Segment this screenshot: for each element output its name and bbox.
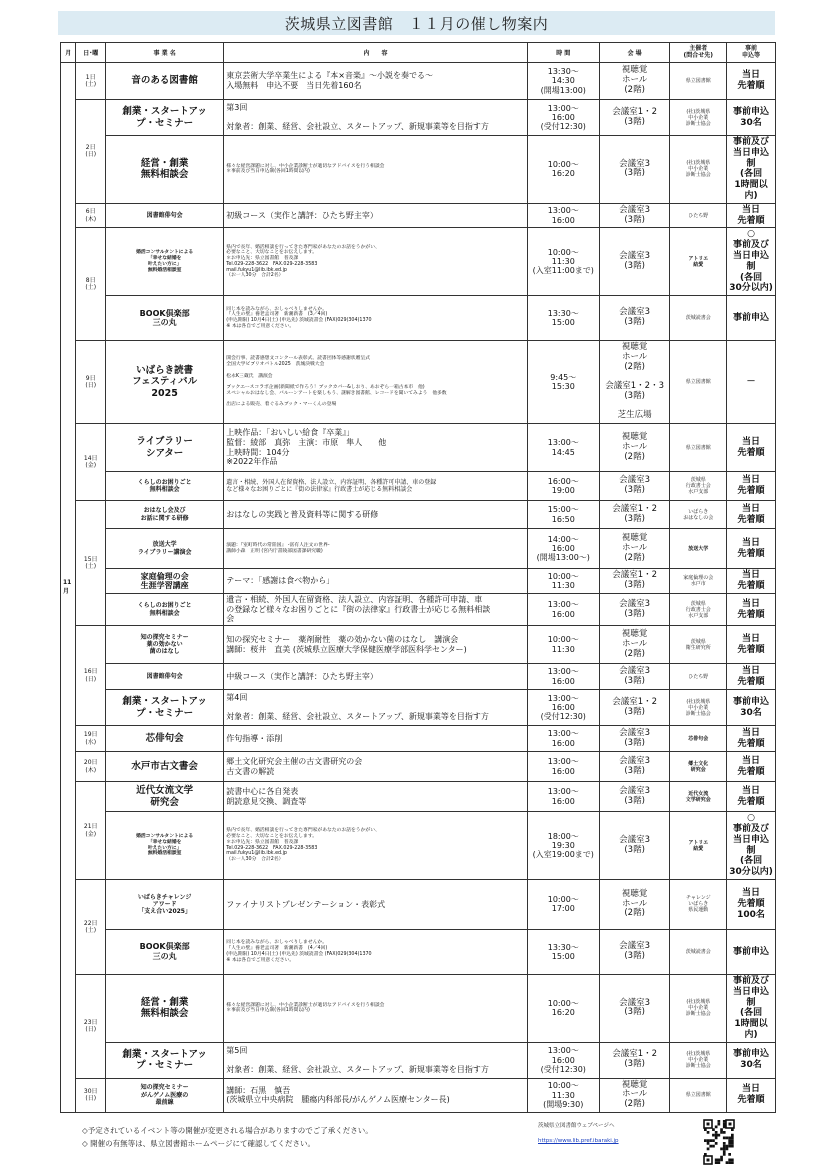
event-row	[61, 203, 776, 228]
event-time: 13:00～ 16:00	[527, 594, 599, 626]
event-venue: 会議室3 (3階)	[599, 726, 670, 752]
event-name: BOOK倶楽部 三の丸	[105, 929, 223, 974]
event-row	[61, 100, 776, 136]
event-organizer: ひたち野	[670, 203, 727, 228]
event-row	[61, 812, 776, 880]
event-row	[61, 929, 776, 974]
event-venue: 会議室1・2 (3階)	[599, 569, 670, 594]
event-time: 14:00～ 16:00 (開場13:00～)	[527, 529, 599, 569]
title-text: 茨城県立図書館 １１月の催し物案内	[284, 14, 549, 33]
event-apply: 事前及び当日申込制 (各回 1時間以内)	[727, 974, 776, 1042]
event-time: 9:45～ 15:30	[527, 341, 599, 424]
event-content: 様々な経営課題に対し、中小企業診断士が適切なアドバイスを行う相談会 ＊事前及び当日申込制(各回1時間以内)	[224, 136, 527, 204]
event-row	[61, 1078, 776, 1112]
event-row	[61, 1042, 776, 1078]
day-cell: 6日 (木)	[76, 203, 106, 228]
header-day: 日･曜	[76, 43, 106, 63]
event-name: ライブラリー シアター	[105, 424, 223, 472]
event-name: 経営・創業 無料相談会	[105, 974, 223, 1042]
event-organizer: 家庭倫理の会 水戸市	[670, 569, 727, 594]
event-row	[61, 296, 776, 341]
event-content: 同じ本を読みながら、おしゃべりしませんか。 『人生の壁』養老孟司著 新潮新書 (3／4回) (申込期限) 10月4日(土) (申込先) 茨城読書会 (FAX)029(304)1370 ※ 本は各自でご用意ください。	[224, 296, 527, 341]
event-apply: 当日 先着順	[727, 1078, 776, 1112]
event-name: 創業・スタートアッ プ・セミナー	[105, 1042, 223, 1078]
event-time: 13:00～ 16:00 (受付12:30)	[527, 690, 599, 726]
event-venue: 会議室3 (3階)	[599, 752, 670, 782]
event-organizer: 茨城読書会	[670, 929, 727, 974]
event-apply: ○ 事前及び当日申込制 (各回 30分以内)	[727, 228, 776, 296]
website-link[interactable]: https://www.lib.pref.ibaraki.jp	[538, 1138, 619, 1144]
event-apply: 当日 先着順	[727, 472, 776, 501]
day-cell: 30日 (日)	[76, 1078, 106, 1112]
event-apply: 当日 先着順	[727, 782, 776, 812]
event-row	[61, 782, 776, 812]
qr-code-icon	[703, 1119, 735, 1165]
event-venue: 視聴覚 ホール (2階)	[599, 529, 670, 569]
header-time: 時 間	[527, 43, 599, 63]
event-time: 10:00～ 11:30	[527, 569, 599, 594]
event-apply: 当日 先着順	[727, 63, 776, 100]
event-content: 演題：『室町時代の常陸国』 -富有人注文の世界- 講師小森 正明 (宮内庁書陵部図書課研究職)	[224, 529, 527, 569]
event-venue: 視聴覚 ホール (2階)	[599, 626, 670, 664]
event-time: 13:00～ 16:00	[527, 664, 599, 690]
event-row	[61, 594, 776, 626]
event-apply: 事前申込 30名	[727, 690, 776, 726]
header-row	[61, 43, 776, 63]
event-venue: 会議室3 (3階)	[599, 782, 670, 812]
header-content: 内 容	[224, 43, 527, 63]
event-content: 開会行事、読書感想文コンクール表彰式、読書団体等感謝状贈呈式 全国大学ビブリオバトル2025 茨城決戦大会 松永K三蔵氏 講演会 ブックエースコラボ企画(新聞紙で作ろう！ブックカバー&しおり、あおぞら一箱古本市 他) スペシャルおはなし会、バルーンアートを楽しもう、謎解き図書館、レコードを聞いてみよう 他多数 出店による販売、着ぐるみブック・マーくんの登場	[224, 341, 527, 424]
event-apply: －	[727, 341, 776, 424]
event-content: 第5回 対象者：創業、経営、会社設立、スタートアップ、新規事業等を目指す方	[224, 1042, 527, 1078]
event-time: 13:00～ 16:00	[527, 782, 599, 812]
event-time: 13:00～ 16:00	[527, 726, 599, 752]
footer-note-1: ◇予定されているイベント等の開催が変更される場合がありますのでご了承ください。	[82, 1126, 373, 1135]
event-organizer: 放送大学	[670, 529, 727, 569]
event-row	[61, 974, 776, 1042]
event-time: 13:00～ 16:00	[527, 752, 599, 782]
event-row	[61, 726, 776, 752]
event-name: 近代女流文学 研究会	[105, 782, 223, 812]
header-venue: 会 場	[599, 43, 670, 63]
event-name: 婚活コンサルタントによる 「幸せな結婚を 叶えたい方に」 無料婚活相談室	[105, 228, 223, 296]
event-apply: 当日 先着順	[727, 529, 776, 569]
event-content: 第4回 対象者：創業、経営、会社設立、スタートアップ、新規事業等を目指す方	[224, 690, 527, 726]
event-venue: 会議室3 (3階)	[599, 472, 670, 501]
event-apply: 当日 先着順	[727, 501, 776, 529]
event-apply: 当日 先着順	[727, 752, 776, 782]
event-venue: 会議室1・2 (3階)	[599, 100, 670, 136]
event-name: 婚活コンサルタントによる 「幸せな結婚を 叶えたい方に」 無料婚活相談室	[105, 812, 223, 880]
event-organizer: (社)茨城県 中小企業 診断士協会	[670, 974, 727, 1042]
event-apply: 事前申込 30名	[727, 1042, 776, 1078]
event-time: 15:00～ 16:50	[527, 501, 599, 529]
event-name: いばらきチャレンジ アワード 「支え合い2025」	[105, 879, 223, 929]
event-organizer: アトリエ 結愛	[670, 228, 727, 296]
event-name: くらしのお困りごと 無料相談会	[105, 472, 223, 501]
event-venue: 会議室3 (3階)	[599, 203, 670, 228]
event-venue: 会議室3 (3階)	[599, 136, 670, 204]
day-cell: 15日 (土)	[76, 501, 106, 626]
event-organizer: 県立図書館	[670, 63, 727, 100]
event-venue: 会議室3 (3階)	[599, 296, 670, 341]
event-organizer: アトリエ 結愛	[670, 812, 727, 880]
page-title	[58, 11, 775, 35]
event-organizer: (社)茨城県 中小企業 診断士協会	[670, 136, 727, 204]
event-name: 経営・創業 無料相談会	[105, 136, 223, 204]
event-row	[61, 341, 776, 424]
event-apply: 事前及び当日申込制 (各回 1時間以内)	[727, 136, 776, 204]
event-apply: ○ 事前及び当日申込制 (各回 30分以内)	[727, 812, 776, 880]
event-venue: 会議室3 (3階)	[599, 974, 670, 1042]
event-name: くらしのお困りごと 無料相談会	[105, 594, 223, 626]
event-venue: 視聴覚 ホール (2階)	[599, 879, 670, 929]
event-schedule-table	[60, 42, 776, 1113]
event-content: 第3回 対象者：創業、経営、会社設立、スタートアップ、新規事業等を目指す方	[224, 100, 527, 136]
day-cell: 16日 (日)	[76, 626, 106, 726]
event-organizer: 茨城県 行政書士会 水戸支部	[670, 472, 727, 501]
event-content: 初級コース（実作と講評：ひたち野主宰）	[224, 203, 527, 228]
day-cell: 14日 (金)	[76, 424, 106, 501]
event-content: 遺言・相続、外国人在留資格、法人設立、内容証明、各種許可申請、車 の登録など様々なお困りごとに『街の法律家』行政書士が応じる無料相談 会	[224, 594, 527, 626]
event-content: テーマ：「感謝は食べ物から」	[224, 569, 527, 594]
event-name: 家庭倫理の会 生涯学習講座	[105, 569, 223, 594]
event-name: いばらき読書 フェスティバル 2025	[105, 341, 223, 424]
footer-notes	[82, 1125, 373, 1151]
event-venue: 会議室3 (3階)	[599, 664, 670, 690]
event-content: 中級コース（実作と講評：ひたち野主宰）	[224, 664, 527, 690]
event-time: 16:00～ 19:00	[527, 472, 599, 501]
event-content: 講師：石黒 慎吾 (茨城県立中央病院 腫瘍内科部長/がんゲノム医療センター長)	[224, 1078, 527, 1112]
event-content: ファイナリストプレゼンテーション・表彰式	[224, 879, 527, 929]
event-row	[61, 136, 776, 204]
web-page-label: 茨城県立図書館ウェブページへ	[538, 1123, 615, 1129]
event-content: 郷土文化研究会主催の古文書研究の会 古文書の解読	[224, 752, 527, 782]
event-time: 13:30～ 15:00	[527, 296, 599, 341]
event-venue: 会議室3 (3階)	[599, 228, 670, 296]
event-organizer: ひたち野	[670, 664, 727, 690]
event-organizer: 郷土文化 研究会	[670, 752, 727, 782]
event-content: 様々な経営課題に対し、中小企業診断士が適切なアドバイスを行う相談会 ＊事前及び当日申込制(各回1時間以内)	[224, 974, 527, 1042]
event-organizer: 県立図書館	[670, 341, 727, 424]
event-apply: 事前申込 30名	[727, 100, 776, 136]
event-row	[61, 626, 776, 664]
event-row	[61, 690, 776, 726]
event-apply: 当日 先着順 100名	[727, 879, 776, 929]
event-venue: 会議室1・2 (3階)	[599, 501, 670, 529]
header-apply: 事前 申込等	[727, 43, 776, 63]
header-month: 月	[61, 43, 76, 63]
event-organizer: 茨城読書会	[670, 296, 727, 341]
event-organizer: (社)茨城県 中小企業 診断士協会	[670, 1042, 727, 1078]
event-row	[61, 424, 776, 472]
event-apply: 当日 先着順	[727, 424, 776, 472]
event-organizer: いばらき おはなしの会	[670, 501, 727, 529]
event-organizer: チャレンジ いばらき 県民運動	[670, 879, 727, 929]
event-venue: 会議室3 (3階)	[599, 812, 670, 880]
event-apply: 事前申込	[727, 929, 776, 974]
event-venue: 会議室1・2 (3階)	[599, 1042, 670, 1078]
event-content: 遺言・相続、外国人在留資格、法人設立、内容証明、各種許可申請、車の登録 など様々なお困りごとに『街の法律家』行政書士が応じる無料相談会	[224, 472, 527, 501]
event-name: 放送大学 ライブラリー講演会	[105, 529, 223, 569]
event-content: 作句指導・添削	[224, 726, 527, 752]
day-cell: 21日 (金)	[76, 782, 106, 880]
event-organizer: (社)茨城県 中小企業 診断士協会	[670, 100, 727, 136]
header-name: 事 業 名	[105, 43, 223, 63]
footer-note-2: ◇ 開催の有無等は、県立図書館ホームページにて確認してください。	[82, 1138, 316, 1148]
day-cell: 1日 (土)	[76, 63, 106, 100]
day-cell: 19日 (水)	[76, 726, 106, 752]
event-name: 芯俳句会	[105, 726, 223, 752]
event-venue: 会議室3 (3階)	[599, 594, 670, 626]
event-content: 知の探究セミナー 薬剤耐性 薬の効かない菌のはなし 講演会 講師：桜井 直美 (茨城県立医療大学保健医療学部医科学センター)	[224, 626, 527, 664]
event-content: 読書中心に各自発表 朗読意見交換、調査等	[224, 782, 527, 812]
event-venue: 視聴覚 ホール (2階)	[599, 1078, 670, 1112]
event-content: 上映作品：「おいしい給食『卒業』」 監督：綾部 真弥 主演：市原 隼人 他 上映時間：104分 ※2022年作品	[224, 424, 527, 472]
event-time: 10:00～ 17:00	[527, 879, 599, 929]
event-row	[61, 529, 776, 569]
event-apply: 当日 先着順	[727, 664, 776, 690]
event-organizer: (社)茨城県 中小企業 診断士協会	[670, 690, 727, 726]
event-row	[61, 472, 776, 501]
event-time: 13:00～ 14:45	[527, 424, 599, 472]
event-time: 10:00～ 16:20	[527, 974, 599, 1042]
day-cell: 8日 (土)	[76, 228, 106, 341]
event-content: 東京芸術大学卒業生による『本×音楽』～小説を奏でる～ 入場無料 申込不要 当日先着160名	[224, 63, 527, 100]
event-organizer: 芯俳句会	[670, 726, 727, 752]
event-content: 県内で長年、婚活相談を行ってきた専門家があなたのお話をうかがい、 必要なこと、大切なことをお伝えします。 ＊お申込先：県立図書館 普及課 Tel.029-228-3622 FAX.029-228-3583 mail.fukyu1@lib.ibk.ed.jp （お一人30分 合計2名）	[224, 812, 527, 880]
event-content: おはなしの実践と普及資料等に関する研修	[224, 501, 527, 529]
event-time: 10:00～ 11:30	[527, 626, 599, 664]
event-name: 知の探究セミナー 薬の効かない 菌のはなし	[105, 626, 223, 664]
header-organizer: 主催者 (問合せ先)	[670, 43, 727, 63]
event-venue: 視聴覚 ホール (2階) 会議室1・2・3 (3階) 芝生広場	[599, 341, 670, 424]
event-name: 図書館俳句会	[105, 664, 223, 690]
event-name: 創業・スタートアッ プ・セミナー	[105, 100, 223, 136]
event-time: 13:30～ 15:00	[527, 929, 599, 974]
day-cell: 23日 (日)	[76, 974, 106, 1078]
event-apply: 当日 先着順	[727, 726, 776, 752]
event-row	[61, 879, 776, 929]
event-row	[61, 569, 776, 594]
event-time: 10:00～ 16:20	[527, 136, 599, 204]
event-name: 図書館俳句会	[105, 203, 223, 228]
event-organizer: 茨城県 行政書士会 水戸支部	[670, 594, 727, 626]
event-time: 13:30～ 14:30 (開場13:00)	[527, 63, 599, 100]
month-cell: 11月	[61, 63, 76, 1113]
event-apply: 当日 先着順	[727, 626, 776, 664]
event-apply: 当日 先着順	[727, 594, 776, 626]
event-venue: 視聴覚 ホール (2階)	[599, 63, 670, 100]
event-organizer: 県立図書館	[670, 1078, 727, 1112]
event-name: 創業・スタートアッ プ・セミナー	[105, 690, 223, 726]
event-apply: 当日 先着順	[727, 569, 776, 594]
event-name: BOOK倶楽部 三の丸	[105, 296, 223, 341]
event-time: 10:00～ 11:30 (入室11:00まで)	[527, 228, 599, 296]
event-venue: 会議室3 (3階)	[599, 929, 670, 974]
event-row	[61, 228, 776, 296]
event-name: 音のある図書館	[105, 63, 223, 100]
event-name: 水戸市古文書会	[105, 752, 223, 782]
event-organizer: 近代女流 文学研究会	[670, 782, 727, 812]
event-venue: 視聴覚 ホール (2階)	[599, 424, 670, 472]
day-cell: 2日 (日)	[76, 100, 106, 204]
event-content: 県内で長年、婚活相談を行ってきた専門家があなたのお話をうかがい、 必要なこと、大切なことをお伝えします。 ＊お申込先：県立図書館 普及課 Tel.029-228-3622 FAX.029-228-3583 mail.fukyu1@lib.ibk.ed.jp （お一人30分 合計2名）	[224, 228, 527, 296]
day-cell: 9日 (日)	[76, 341, 106, 424]
day-cell: 20日 (木)	[76, 752, 106, 782]
event-organizer: 茨城県 衛生研究所	[670, 626, 727, 664]
event-organizer: 県立図書館	[670, 424, 727, 472]
event-content: 同じ本を読みながら、おしゃべりしませんか。 『人生の壁』養老孟司著 新潮新書 (4／4回) (申込期限) 10月4日(土) (申込先) 茨城読書会 (FAX)029(304)1370 ※ 本は各自でご用意ください。	[224, 929, 527, 974]
event-venue: 会議室1・2 (3階)	[599, 690, 670, 726]
event-name: おはなし会及び お話に関する研修	[105, 501, 223, 529]
event-apply: 事前申込	[727, 296, 776, 341]
event-time: 18:00～ 19:30 (入室19:00まで)	[527, 812, 599, 880]
event-apply: 当日 先着順	[727, 203, 776, 228]
day-cell: 22日 (土)	[76, 879, 106, 974]
event-row	[61, 63, 776, 100]
event-time: 10:00～ 11:30 (開場9:30)	[527, 1078, 599, 1112]
event-row	[61, 501, 776, 529]
event-time: 13:00～ 16:00	[527, 203, 599, 228]
event-name: 知の探究セミナー がんゲノム医療の 最前線	[105, 1078, 223, 1112]
event-row	[61, 752, 776, 782]
event-time: 13:00～ 16:00 (受付12:30)	[527, 1042, 599, 1078]
event-time: 13:00～ 16:00 (受付12:30)	[527, 100, 599, 136]
event-row	[61, 664, 776, 690]
